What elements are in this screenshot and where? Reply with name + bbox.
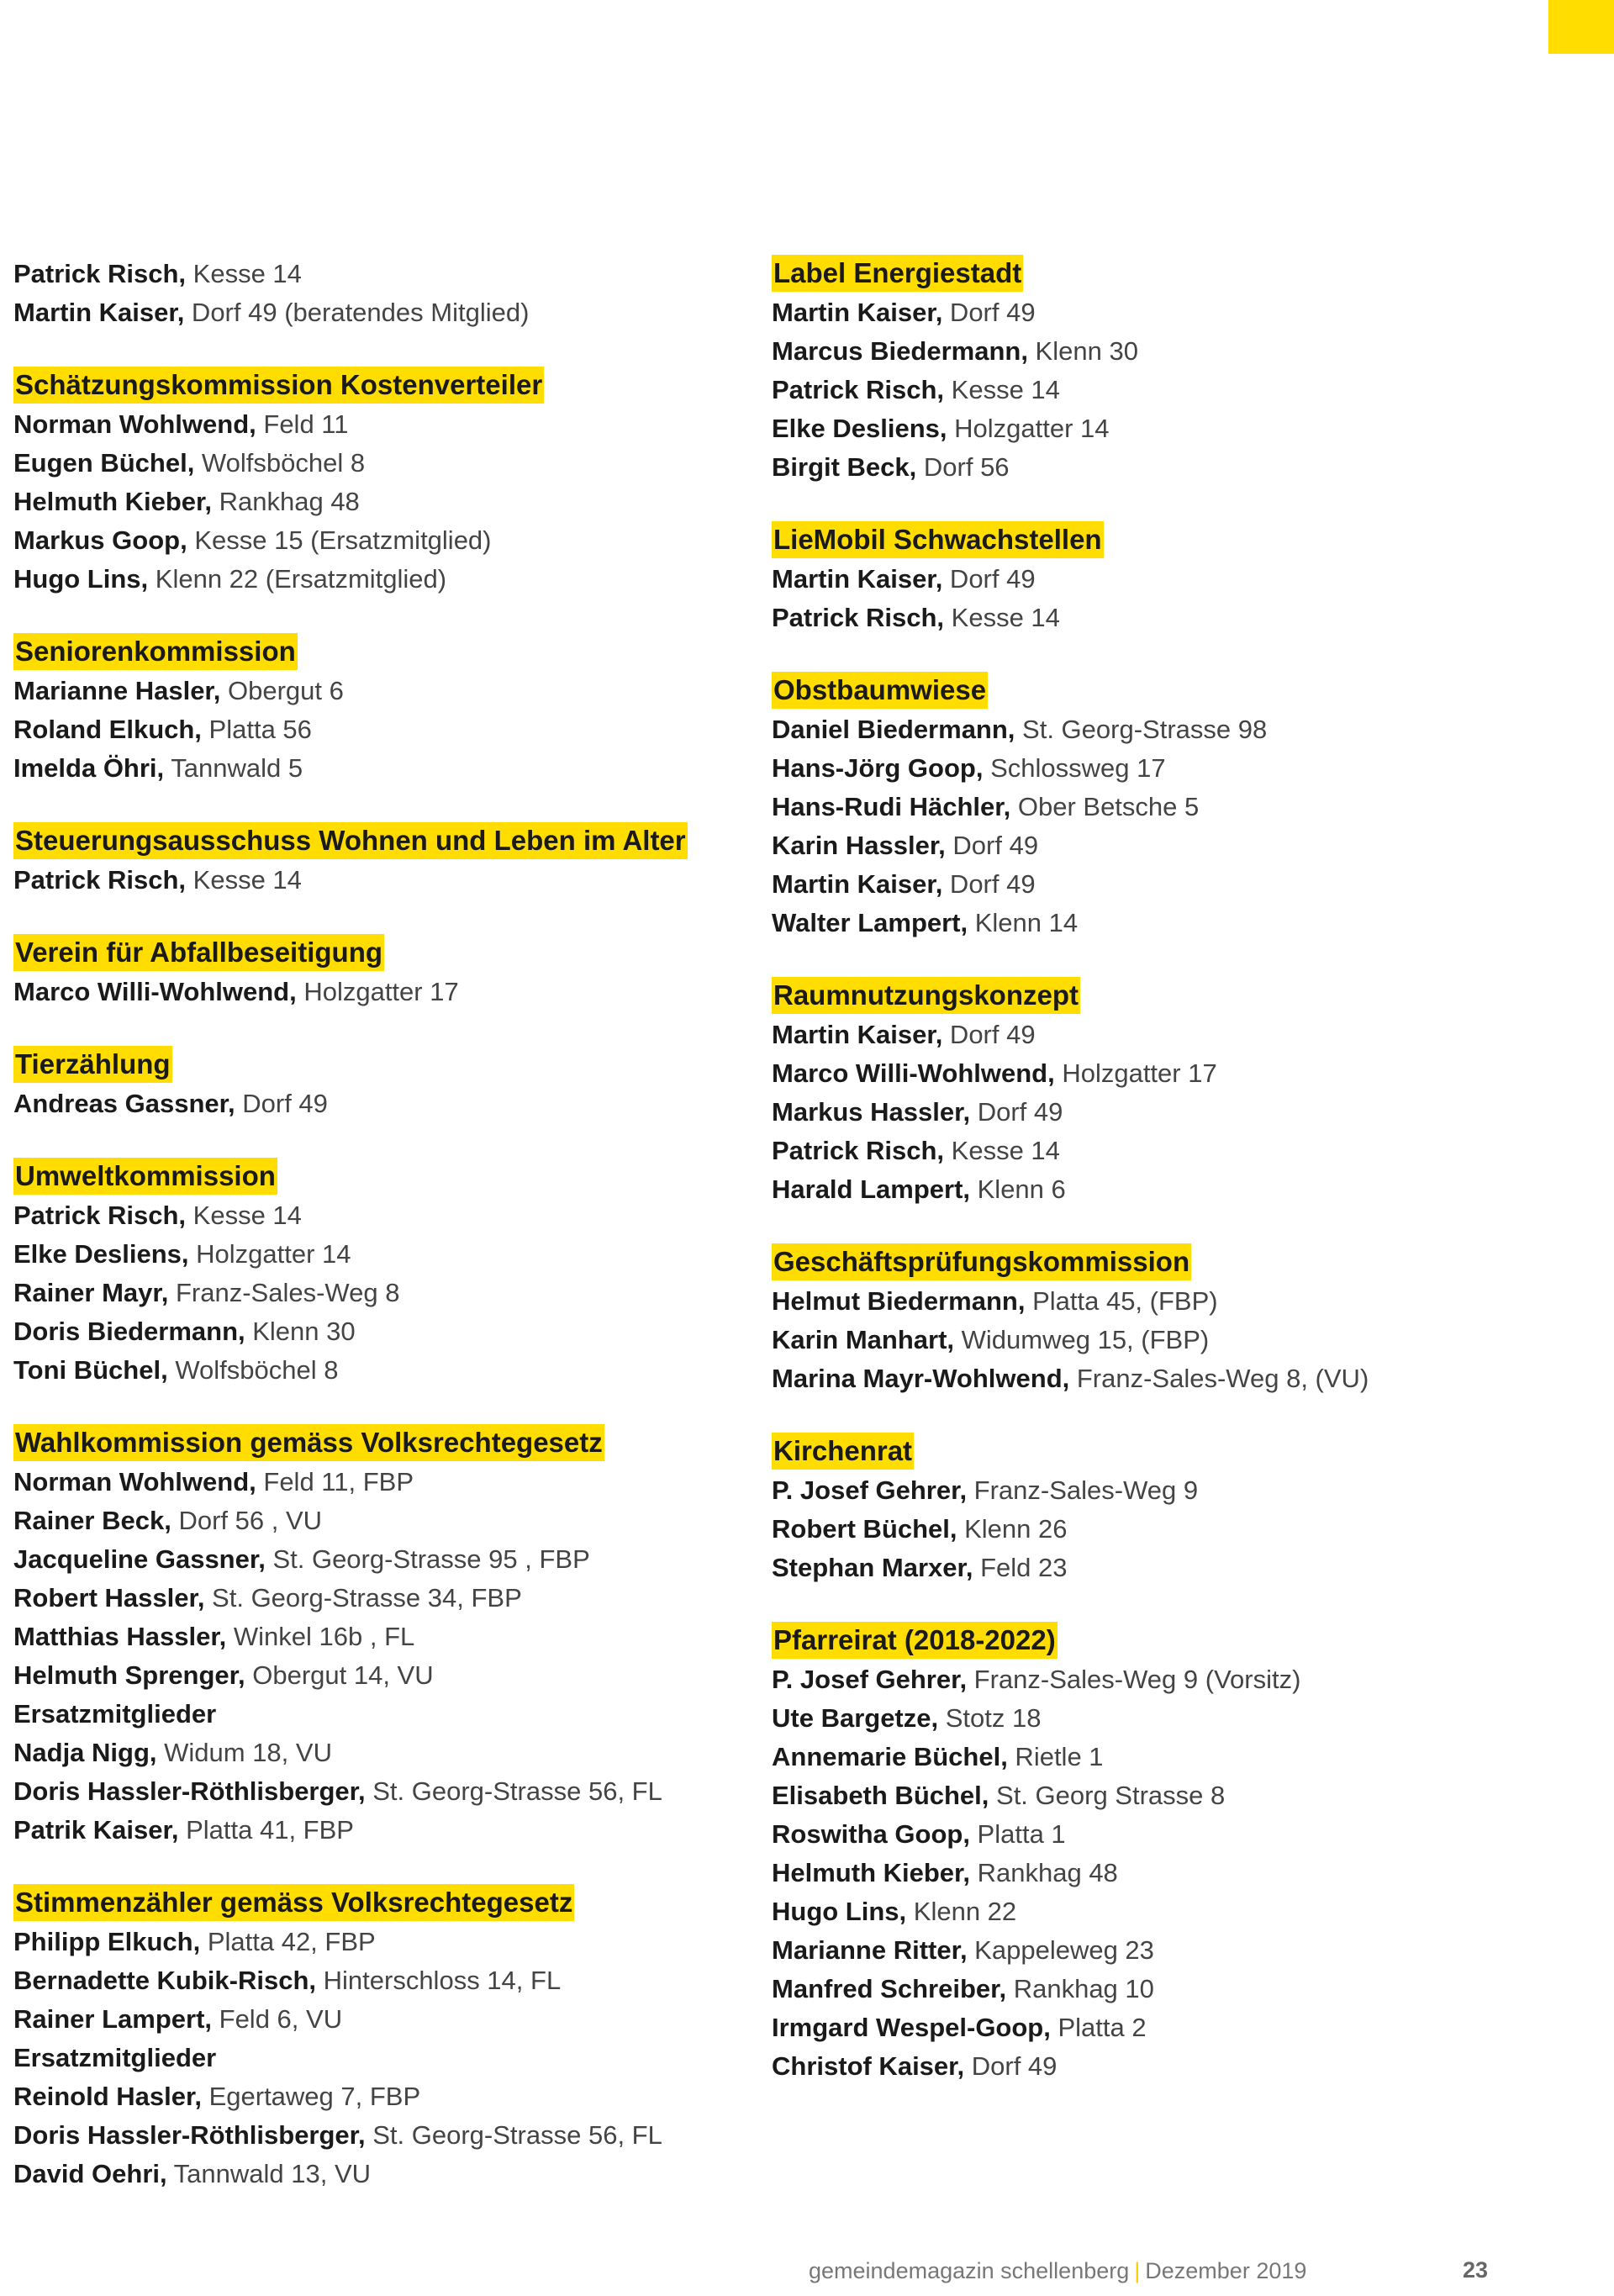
- member-address: Holzgatter 17: [1054, 1058, 1217, 1088]
- committee-section: [13, 934, 753, 1011]
- member-name: Elke Desliens,: [13, 1239, 189, 1269]
- member-name: Roswitha Goop,: [772, 1819, 970, 1849]
- member-name: Martin Kaiser,: [772, 869, 943, 899]
- member-address: Kesse 14: [186, 865, 302, 895]
- member-name: Ute Bargetze,: [772, 1703, 939, 1733]
- committee-section: [772, 977, 1528, 1209]
- corner-color-tab: [1548, 0, 1614, 54]
- member-address: Dorf 49: [970, 1097, 1063, 1127]
- member-address: Obergut 14, VU: [245, 1660, 434, 1690]
- member-entry: [772, 560, 1528, 599]
- member-address: Rankhag 48: [970, 1858, 1118, 1887]
- member-name: Hans-Jörg Goop,: [772, 753, 984, 783]
- member-entry: [13, 1540, 753, 1579]
- committee-section: [772, 672, 1528, 942]
- committee-section: [13, 633, 753, 788]
- member-address: Rankhag 48: [212, 487, 360, 516]
- member-name: Martin Kaiser,: [13, 298, 185, 327]
- member-name: Helmut Biedermann,: [772, 1286, 1026, 1316]
- member-name: Hugo Lins,: [13, 564, 149, 594]
- member-entry: [13, 2155, 753, 2193]
- committee-heading: Wahlkommission gemäss Volksrechtegesetz: [13, 1424, 604, 1461]
- member-address: Franz-Sales-Weg 8: [168, 1278, 400, 1307]
- member-entry: [772, 1054, 1528, 1093]
- member-entry: [13, 2116, 753, 2155]
- committee-heading: Raumnutzungskonzept: [772, 977, 1080, 1014]
- committee-section: [13, 822, 753, 900]
- member-name: Doris Hassler-Röthlisberger,: [13, 2120, 366, 2150]
- member-address: Kesse 14: [944, 603, 1060, 632]
- member-address: Feld 11, FBP: [256, 1467, 414, 1496]
- member-name: Reinold Hasler,: [13, 2082, 202, 2111]
- member-entry: [13, 1312, 753, 1351]
- member-address: St. Georg-Strasse 56, FL: [365, 2120, 662, 2150]
- member-entry: [772, 599, 1528, 637]
- member-entry: [772, 2047, 1528, 2086]
- member-entry: [13, 1351, 753, 1390]
- member-name: Patrick Risch,: [13, 865, 187, 895]
- member-address: Klenn 30: [245, 1317, 356, 1346]
- member-entry: [772, 1776, 1528, 1815]
- member-name: Marco Willi-Wohlwend,: [772, 1058, 1055, 1088]
- member-address: Wolfsböchel 8: [167, 1355, 339, 1385]
- member-entry: [772, 788, 1528, 826]
- committee-heading: Tierzählung: [13, 1046, 172, 1083]
- member-name: Nadja Nigg,: [13, 1738, 157, 1767]
- member-name: Eugen Büchel,: [13, 448, 195, 478]
- member-entry: [13, 560, 753, 599]
- footer-date: Dezember 2019: [1145, 2258, 1307, 2283]
- member-address: Ober Betsche 5: [1010, 792, 1200, 821]
- member-address: Dorf 49: [942, 564, 1036, 594]
- member-entry: [772, 332, 1528, 371]
- committee-heading: Stimmenzähler gemäss Volksrechtegesetz: [13, 1884, 574, 1921]
- member-name: Matthias Hassler,: [13, 1622, 227, 1651]
- member-entry: [772, 1660, 1528, 1699]
- member-entry: [13, 861, 753, 900]
- committee-section: [772, 255, 1528, 487]
- committee-heading: Umweltkommission: [13, 1158, 277, 1195]
- member-address: St. Georg-Strasse 34, FBP: [204, 1583, 522, 1612]
- member-entry: [13, 444, 753, 483]
- member-entry: [13, 405, 753, 444]
- member-entry: [772, 1931, 1528, 1970]
- member-address: Dorf 49: [964, 2051, 1058, 2081]
- member-address: Dorf 49: [942, 298, 1036, 327]
- member-name: Doris Hassler-Röthlisberger,: [13, 1776, 366, 1806]
- committee-heading: Seniorenkommission: [13, 633, 298, 670]
- member-address: Tannwald 13, VU: [166, 2159, 372, 2188]
- member-address: Franz-Sales-Weg 8, (VU): [1069, 1364, 1369, 1393]
- member-name: Norman Wohlwend,: [13, 1467, 256, 1496]
- member-entry: [772, 749, 1528, 788]
- committee-heading: Obstbaumwiese: [772, 672, 988, 709]
- member-address: Rietle 1: [1007, 1742, 1104, 1771]
- member-entry: [13, 255, 753, 293]
- member-address: Feld 11: [256, 409, 349, 439]
- member-address: Hinterschloss 14, FL: [316, 1966, 562, 1995]
- member-address: Obergut 6: [220, 676, 344, 705]
- member-name: Patrick Risch,: [772, 603, 945, 632]
- member-entry: [772, 1815, 1528, 1854]
- member-address: Kesse 14: [944, 1136, 1060, 1165]
- member-address: Platta 56: [201, 715, 312, 744]
- member-name: Birgit Beck,: [772, 452, 917, 482]
- member-entry: [13, 1618, 753, 1656]
- member-address: Platta 45, (FBP): [1025, 1286, 1218, 1316]
- member-name: Helmuth Kieber,: [772, 1858, 970, 1887]
- member-name: Robert Büchel,: [772, 1514, 957, 1544]
- member-name: Martin Kaiser,: [772, 1020, 943, 1049]
- member-name: Karin Hassler,: [772, 831, 946, 860]
- member-entry: [13, 672, 753, 710]
- alternates-heading: Ersatzmitglieder: [13, 1699, 217, 1729]
- member-name: Markus Goop,: [13, 525, 187, 555]
- member-address: Feld 6, VU: [212, 2004, 343, 2034]
- member-name: Elisabeth Büchel,: [772, 1781, 989, 1810]
- member-entry: [772, 1510, 1528, 1549]
- member-entry: [13, 1734, 753, 1772]
- member-address: Widumweg 15, (FBP): [954, 1325, 1210, 1354]
- member-name: Patrick Risch,: [772, 375, 945, 404]
- member-entry: [772, 2008, 1528, 2047]
- member-name: Helmuth Kieber,: [13, 487, 212, 516]
- member-name: Marcus Biedermann,: [772, 336, 1028, 366]
- member-address: Franz-Sales-Weg 9 (Vorsitz): [967, 1665, 1301, 1694]
- member-name: Rainer Beck,: [13, 1506, 171, 1535]
- committee-section: [772, 521, 1528, 637]
- member-address: Platta 41, FBP: [178, 1815, 354, 1845]
- member-address: Kesse 14: [186, 1201, 302, 1230]
- member-name: Marianne Ritter,: [772, 1935, 968, 1965]
- committee-section: [13, 1158, 753, 1390]
- member-name: Manfred Schreiber,: [772, 1974, 1007, 2003]
- member-address: Wolfsböchel 8: [194, 448, 366, 478]
- member-name: Irmgard Wespel-Goop,: [772, 2013, 1051, 2042]
- member-address: Platta 2: [1050, 2013, 1147, 2042]
- member-entry: [13, 1235, 753, 1274]
- member-entry: [772, 1970, 1528, 2008]
- member-entry: [772, 1170, 1528, 1209]
- member-entry: [13, 749, 753, 788]
- committee-heading: Geschäftsprüfungskommission: [772, 1243, 1191, 1280]
- intro-section: [13, 255, 753, 332]
- committee-section: [13, 1884, 753, 2193]
- member-entry: [13, 483, 753, 521]
- member-entry: [772, 1738, 1528, 1776]
- member-address: Kesse 14: [944, 375, 1060, 404]
- committee-heading: Pfarreirat (2018-2022): [772, 1622, 1058, 1659]
- member-entry: [13, 1961, 753, 2000]
- member-address: Kesse 14: [186, 259, 302, 288]
- member-address: Platta 1: [969, 1819, 1066, 1849]
- member-entry: [13, 1772, 753, 1811]
- member-address: Klenn 14: [968, 908, 1079, 937]
- member-address: Franz-Sales-Weg 9: [967, 1475, 1199, 1505]
- member-name: Marianne Hasler,: [13, 676, 221, 705]
- member-name: Patrick Risch,: [13, 1201, 187, 1230]
- member-address: Dorf 49 (beratendes Mitglied): [184, 298, 530, 327]
- member-name: Andreas Gassner,: [13, 1089, 235, 1118]
- member-name: David Oehri,: [13, 2159, 167, 2188]
- member-entry: [13, 1274, 753, 1312]
- member-address: Stotz 18: [938, 1703, 1042, 1733]
- committee-section: [772, 1622, 1528, 2086]
- member-entry: [772, 1854, 1528, 1892]
- member-entry: [772, 293, 1528, 332]
- member-name: Annemarie Büchel,: [772, 1742, 1008, 1771]
- left-column: [13, 255, 753, 2228]
- member-address: Dorf 49: [942, 1020, 1036, 1049]
- member-entry: [13, 2000, 753, 2039]
- member-entry: [13, 1463, 753, 1502]
- member-name: Roland Elkuch,: [13, 715, 202, 744]
- member-entry: [13, 1196, 753, 1235]
- member-address: Holzgatter 14: [188, 1239, 351, 1269]
- member-name: Patrik Kaiser,: [13, 1815, 179, 1845]
- member-address: Holzgatter 17: [296, 977, 459, 1006]
- member-entry: [13, 2077, 753, 2116]
- member-address: St. Georg Strasse 8: [989, 1781, 1226, 1810]
- member-entry: [772, 1016, 1528, 1054]
- member-name: Karin Manhart,: [772, 1325, 955, 1354]
- committee-section: [772, 1243, 1528, 1398]
- member-entry: [13, 1579, 753, 1618]
- member-name: Markus Hassler,: [772, 1097, 971, 1127]
- member-name: Bernadette Kubik-Risch,: [13, 1966, 317, 1995]
- member-entry: [13, 521, 753, 560]
- member-address: Kappeleweg 23: [967, 1935, 1154, 1965]
- member-entry: [13, 1502, 753, 1540]
- member-address: Klenn 26: [957, 1514, 1068, 1544]
- member-entry: [772, 448, 1528, 487]
- member-name: Robert Hassler,: [13, 1583, 205, 1612]
- member-name: Martin Kaiser,: [772, 564, 943, 594]
- member-entry: [13, 1656, 753, 1695]
- member-address: St. Georg-Strasse 98: [1015, 715, 1268, 744]
- member-address: Schlossweg 17: [983, 753, 1166, 783]
- member-entry: [772, 865, 1528, 904]
- member-name: Daniel Biedermann,: [772, 715, 1015, 744]
- member-name: Stephan Marxer,: [772, 1553, 973, 1582]
- committee-heading: Steuerungsausschuss Wohnen und Leben im Alter: [13, 822, 688, 859]
- member-name: Doris Biedermann,: [13, 1317, 245, 1346]
- member-name: Rainer Lampert,: [13, 2004, 213, 2034]
- member-address: Klenn 30: [1027, 336, 1138, 366]
- member-entry: [13, 973, 753, 1011]
- member-entry: [13, 1923, 753, 1961]
- member-entry: [772, 371, 1528, 409]
- committee-section: [13, 367, 753, 599]
- member-address: St. Georg-Strasse 95 , FBP: [265, 1544, 590, 1574]
- footer-separator: |: [1134, 2258, 1141, 2283]
- member-name: Martin Kaiser,: [772, 298, 943, 327]
- member-entry: [772, 1699, 1528, 1738]
- member-name: Christof Kaiser,: [772, 2051, 965, 2081]
- member-name: Patrick Risch,: [13, 259, 187, 288]
- member-entry: [772, 1471, 1528, 1510]
- member-entry: [772, 1359, 1528, 1398]
- member-entry: [13, 293, 753, 332]
- member-address: St. Georg-Strasse 56, FL: [365, 1776, 662, 1806]
- member-address: Kesse 15 (Ersatzmitglied): [187, 525, 492, 555]
- member-address: Dorf 49: [942, 869, 1036, 899]
- member-name: Toni Büchel,: [13, 1355, 168, 1385]
- member-entry: [772, 1321, 1528, 1359]
- footer-magazine-title: gemeindemagazin schellenberg: [809, 2258, 1130, 2283]
- committee-heading: Label Energiestadt: [772, 255, 1023, 292]
- member-entry: [772, 1093, 1528, 1132]
- member-entry: [772, 826, 1528, 865]
- member-address: Dorf 56: [916, 452, 1010, 482]
- alternates-heading: Ersatzmitglieder: [13, 2043, 217, 2072]
- member-entry: [772, 1892, 1528, 1931]
- member-entry: [13, 1085, 753, 1123]
- member-name: P. Josef Gehrer,: [772, 1475, 968, 1505]
- page-number: 23: [1463, 2257, 1489, 2283]
- member-name: Elke Desliens,: [772, 414, 947, 443]
- footer: [809, 2258, 1306, 2284]
- member-name: Marco Willi-Wohlwend,: [13, 977, 297, 1006]
- committee-heading: LieMobil Schwachstellen: [772, 521, 1104, 558]
- member-address: Winkel 16b , FL: [226, 1622, 415, 1651]
- committee-section: [772, 1433, 1528, 1587]
- member-entry: [13, 710, 753, 749]
- member-entry: [13, 1811, 753, 1850]
- member-name: Jacqueline Gassner,: [13, 1544, 266, 1574]
- member-name: Rainer Mayr,: [13, 1278, 169, 1307]
- member-entry: [772, 1549, 1528, 1587]
- member-address: Tannwald 5: [164, 753, 303, 783]
- member-name: Philipp Elkuch,: [13, 1927, 201, 1956]
- member-address: Holzgatter 14: [947, 414, 1110, 443]
- member-name: Helmuth Sprenger,: [13, 1660, 245, 1690]
- member-name: Walter Lampert,: [772, 908, 968, 937]
- member-address: Klenn 22 (Ersatzmitglied): [148, 564, 447, 594]
- member-entry: [772, 710, 1528, 749]
- member-address: Rankhag 10: [1006, 1974, 1154, 2003]
- member-entry: [772, 1132, 1528, 1170]
- member-name: Patrick Risch,: [772, 1136, 945, 1165]
- member-name: Hugo Lins,: [772, 1897, 907, 1926]
- member-address: Feld 23: [973, 1553, 1068, 1582]
- member-address: Egertaweg 7, FBP: [201, 2082, 421, 2111]
- committee-section: [13, 1046, 753, 1123]
- member-address: Klenn 22: [906, 1897, 1017, 1926]
- member-entry: [772, 904, 1528, 942]
- member-entry: [772, 1282, 1528, 1321]
- member-address: Dorf 56 , VU: [171, 1506, 323, 1535]
- member-name: P. Josef Gehrer,: [772, 1665, 968, 1694]
- committee-heading: Verein für Abfallbeseitigung: [13, 934, 384, 971]
- member-name: Imelda Öhri,: [13, 753, 165, 783]
- committee-section: [13, 1424, 753, 1850]
- member-address: Platta 42, FBP: [200, 1927, 376, 1956]
- member-address: Widum 18, VU: [156, 1738, 332, 1767]
- member-address: Dorf 49: [235, 1089, 328, 1118]
- member-name: Harald Lampert,: [772, 1174, 971, 1204]
- member-address: Klenn 6: [970, 1174, 1066, 1204]
- right-column: [772, 255, 1528, 2120]
- member-name: Norman Wohlwend,: [13, 409, 256, 439]
- member-entry: [772, 409, 1528, 448]
- member-name: Hans-Rudi Hächler,: [772, 792, 1011, 821]
- committee-heading: Kirchenrat: [772, 1433, 914, 1470]
- member-name: Marina Mayr-Wohlwend,: [772, 1364, 1070, 1393]
- member-address: Dorf 49: [945, 831, 1039, 860]
- committee-heading: Schätzungskommission Kostenverteiler: [13, 367, 544, 404]
